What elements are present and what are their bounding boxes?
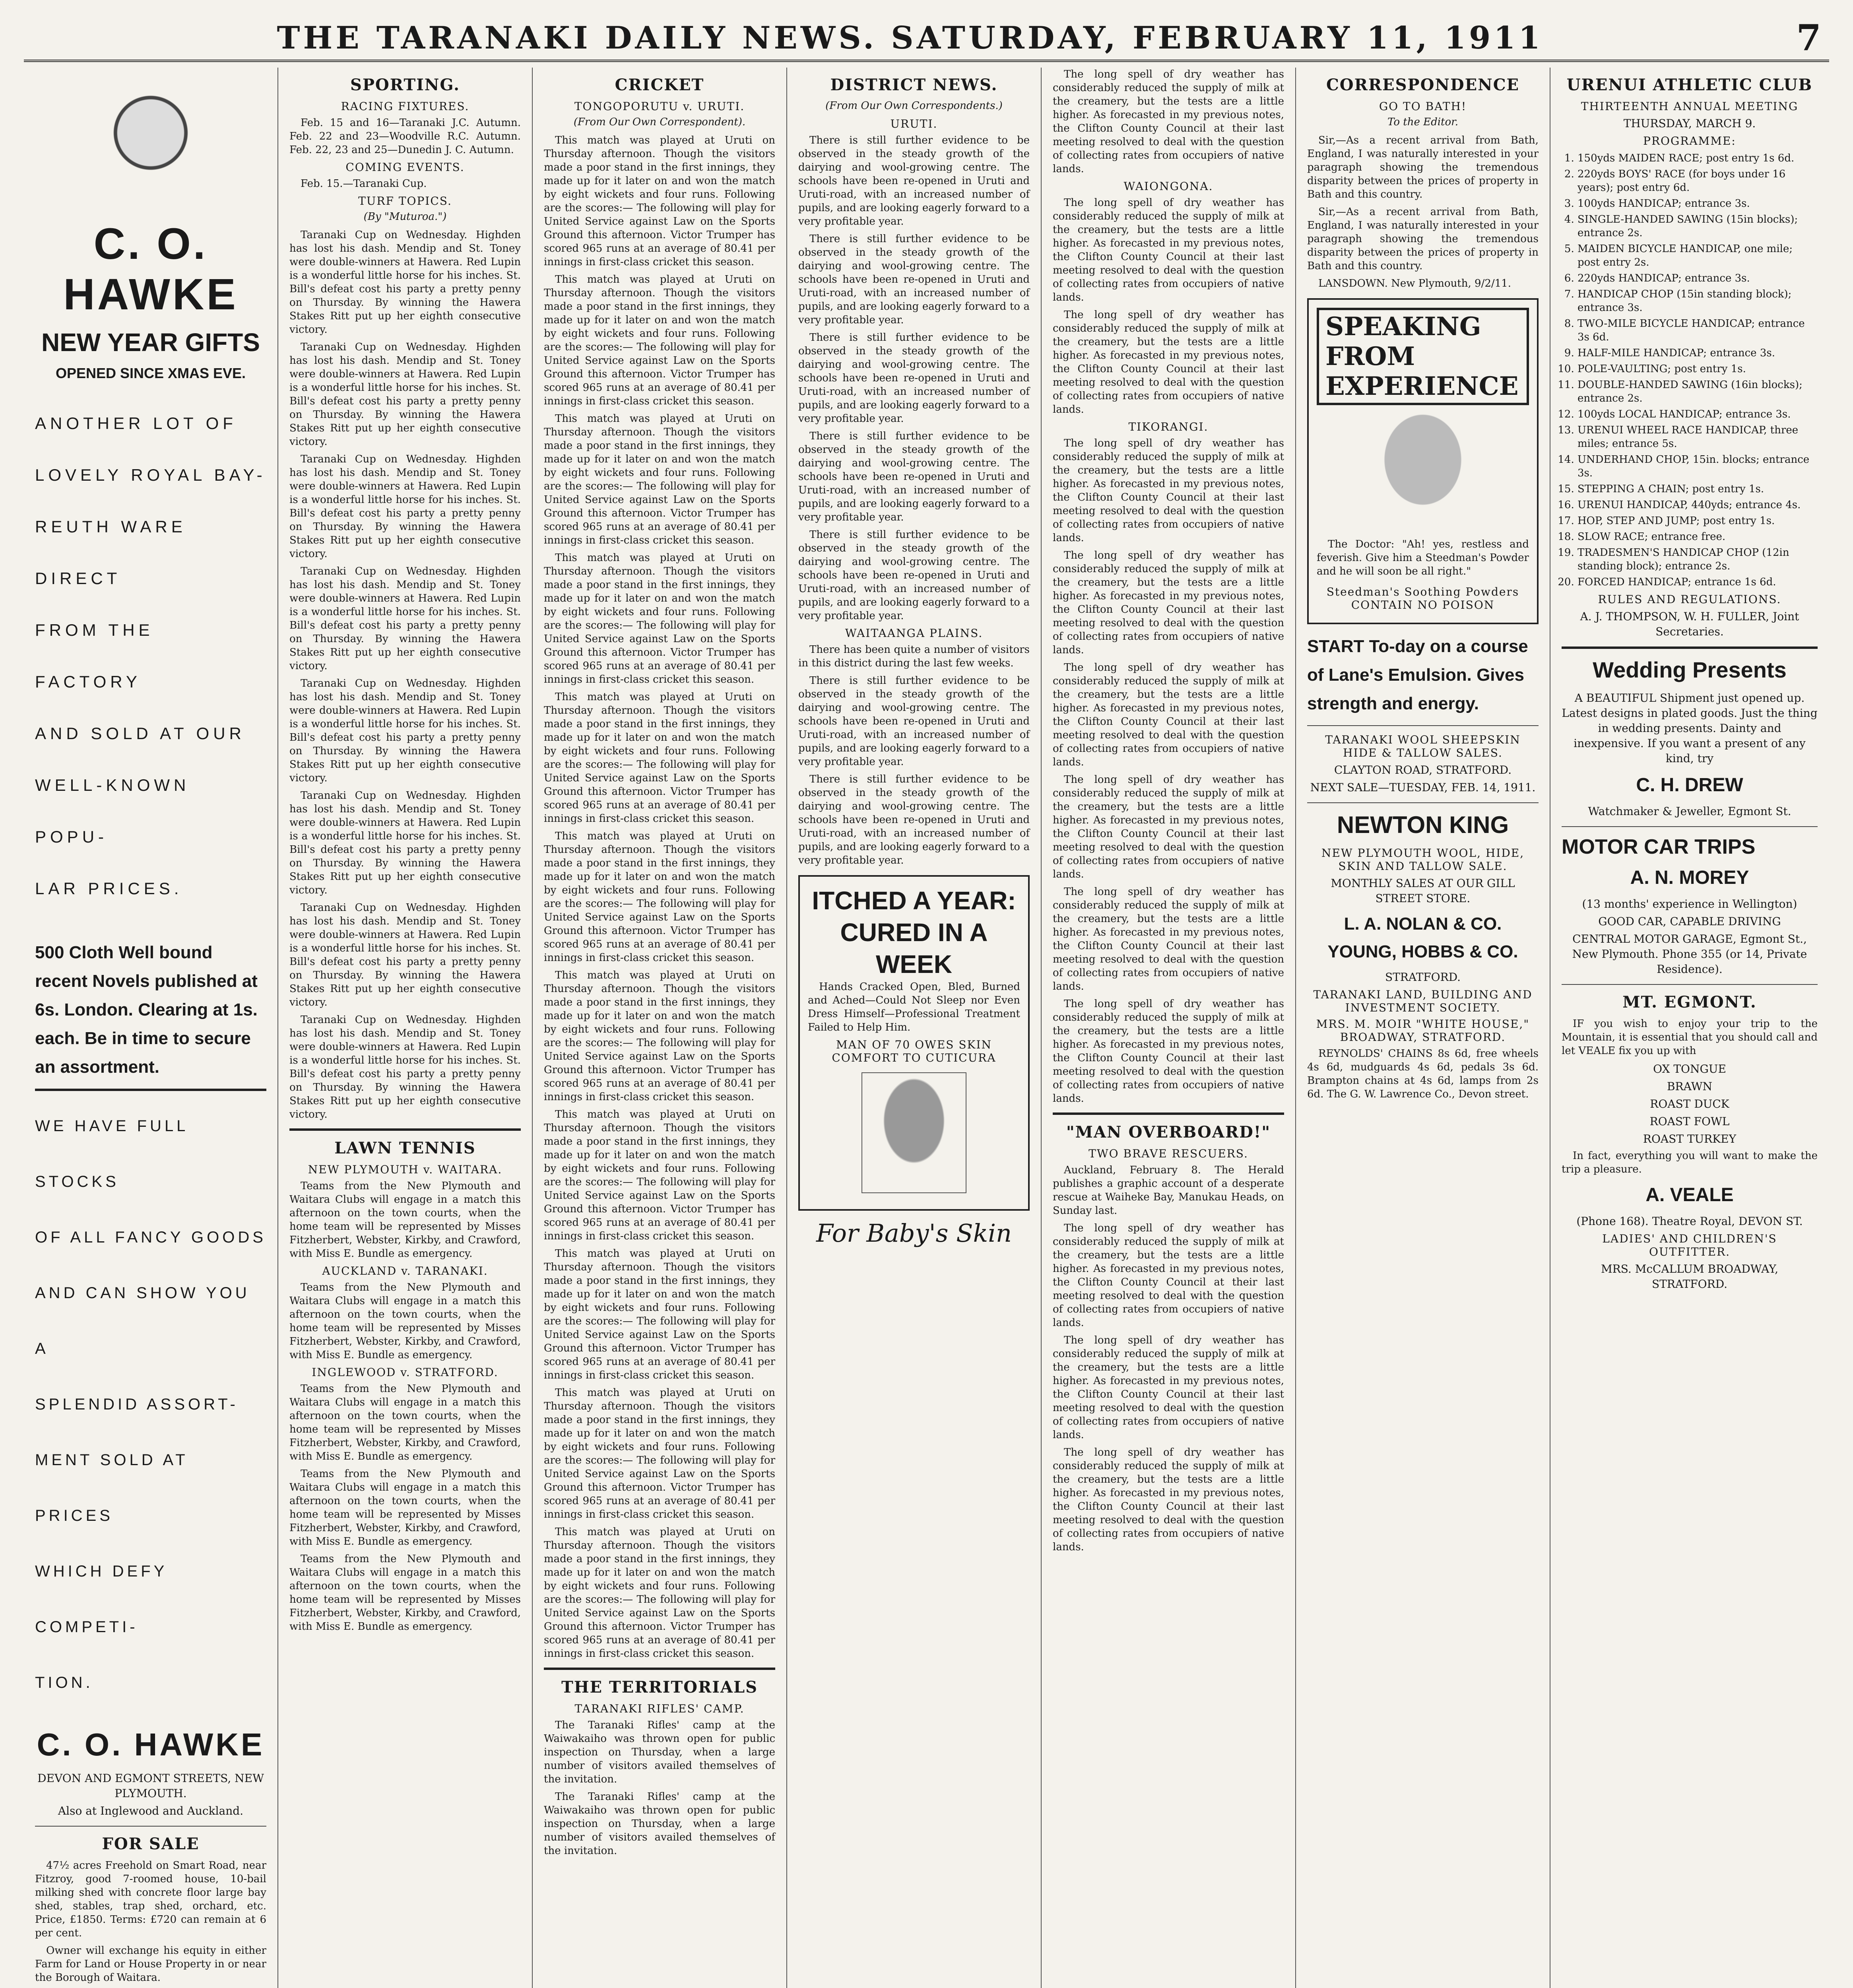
column-2 bbox=[278, 68, 533, 1988]
district-text: The long spell of dry weather has considerably reduced the supply of milk at the creamery, but the tests are a little higher. As forecasted in my previous notes, the Clifton County Council at their last meeting resolved to deal with the question of collecting rates from occupiers of native lands. bbox=[1053, 774, 1284, 880]
cricket-text: This match was played at Uruti on Thursday afternoon. Though the visitors made a poor stand in the first innings, they made up for it later on and won the match by eight wickets and four runs. Following are the scores:— The following will play for United Service against Law on the Sports Ground this afternoon. Victor Trumper has scored 965 runs at an average of 80.41 per innings in first-class cricket this season. bbox=[544, 274, 775, 407]
mccallum: MRS. McCALLUM BROADWAY, STRATFORD. bbox=[1601, 1262, 1779, 1291]
cricket-corr: (From Our Own Correspondent). bbox=[573, 116, 746, 128]
land-society: TARANAKI LAND, BUILDING AND INVESTMENT SOCIETY. bbox=[1313, 988, 1533, 1014]
auckland-sub: AUCKLAND v. TARANAKI. bbox=[322, 1264, 488, 1277]
opened-text: OPENED SINCE XMAS EVE. bbox=[55, 365, 246, 381]
cricket-text: This match was played at Uruti on Thursday afternoon. Though the visitors made a poor stand in the first innings, they made up for it later on and won the match by eight wickets and four runs. Following are the scores:— The following will play for United Service against Law on the Sports Ground this afternoon. Victor Trumper has scored 965 runs at an average of 80.41 per innings in first-class cricket this season. bbox=[544, 413, 775, 546]
cure-title: ITCHED A YEAR: CURED IN A WEEK bbox=[812, 886, 1016, 978]
overboard-text: Auckland, February 8. The Herald publishes a graphic account of a desperate rescue at Waiheke Bay, Manukau Heads, on Sunday last. bbox=[1053, 1164, 1284, 1217]
event-item: 9. HALF-MILE HANDICAP; entrance 3s. bbox=[1577, 346, 1818, 360]
district-text: The long spell of dry weather has considerably reduced the supply of milk at the creamery, but the tests are a little higher. As forecasted in my previous notes, the Clifton County Council at their last meeting resolved to deal with the question of collecting rates from occupiers of native lands. bbox=[1053, 886, 1284, 992]
territorials-text: The Taranaki Rifles' camp at the Waiwakaiho was thrown open for public inspection on Thursday, when a large number of visitors availed themselves of the invitation. bbox=[544, 1719, 775, 1785]
secretaries: A. J. THOMPSON, W. H. FULLER, Joint Secretaries. bbox=[1580, 610, 1799, 638]
short-text: In fact, everything you will want to make the trip a pleasure. bbox=[1562, 1150, 1818, 1175]
territorials-text: The Taranaki Rifles' camp at the Waiwakaiho was thrown open for public inspection on Thursday, when a large number of visitors availed themselves of the invitation. bbox=[544, 1791, 775, 1857]
column-6 bbox=[1296, 68, 1550, 1988]
waitaanga-sub: WAITAANGA PLAINS. bbox=[845, 627, 983, 640]
meeting-date: THURSDAY, MARCH 9. bbox=[1623, 117, 1756, 130]
garage: CENTRAL MOTOR GARAGE, Egmont St., New Plymouth. Phone 355 (or 14, Private Residence). bbox=[1572, 932, 1807, 976]
event-item: 8. TWO-MILE BICYCLE HANDICAP; entrance 3s 6d. bbox=[1577, 317, 1818, 344]
district-text: The long spell of dry weather has considerably reduced the supply of milk at the creamery, but the tests are a little higher. As forecasted in my previous notes, the Clifton County Council at their last meeting resolved to deal with the question of collecting rates from occupiers of native lands. bbox=[1053, 1334, 1284, 1441]
district-corr: (From Our Own Correspondents.) bbox=[825, 100, 1003, 112]
correspondence-signed: LANSDOWN. New Plymouth, 9/2/11. bbox=[1318, 278, 1511, 289]
drew-name: C. H. DREW bbox=[1636, 775, 1743, 796]
item: OX TONGUE bbox=[1653, 1062, 1726, 1076]
masthead bbox=[24, 16, 1829, 62]
correspondence-text: Sir,—As a recent arrival from Bath, England, I was naturally interested in your paragraph showing the tremendous disparity between the prices of property in Bath and this country. bbox=[1307, 134, 1539, 200]
rules-heading: RULES AND REGULATIONS. bbox=[1598, 593, 1781, 606]
newton-king: NEWTON KING bbox=[1337, 812, 1509, 838]
event-item: 3. 100yds HANDICAP; entrance 3s. bbox=[1577, 197, 1818, 210]
cricket-text: This match was played at Uruti on Thursday afternoon. Though the visitors made a poor stand in the first innings, they made up for it later on and won the match by eight wickets and four runs. Following are the scores:— The following will play for United Service against Law on the Sports Ground this afternoon. Victor Trumper has scored 965 runs at an average of 80.41 per innings in first-class cricket this season. bbox=[544, 691, 775, 825]
cricket-text: This match was played at Uruti on Thursday afternoon. Though the visitors made a poor stand in the first innings, they made up for it later on and won the match by eight wickets and four runs. Following are the scores:— The following will play for United Service against Law on the Sports Ground this afternoon. Victor Trumper has scored 965 runs at an average of 80.41 per innings in first-class cricket this season. bbox=[544, 969, 775, 1103]
item: ROAST DUCK bbox=[1650, 1097, 1729, 1110]
ad-line: LAR PRICES. bbox=[35, 879, 183, 898]
ad-line: FROM THE FACTORY bbox=[35, 621, 154, 691]
rescuers-sub: TWO BRAVE RESCUERS. bbox=[1089, 1147, 1248, 1160]
ad-line: REUTH WARE DIRECT bbox=[35, 517, 186, 588]
coming-heading: COMING EVENTS. bbox=[345, 161, 465, 174]
nolan: L. A. NOLAN & CO. bbox=[1344, 914, 1502, 934]
event-item: 6. 220yds HANDICAP; entrance 3s. bbox=[1577, 272, 1818, 285]
taranaki-wool: TARANAKI WOOL SHEEPSKIN HIDE & TALLOW SALES. bbox=[1325, 733, 1521, 759]
ad-line: AND SOLD AT OUR bbox=[35, 724, 245, 743]
turf-text: Taranaki Cup on Wednesday. Highden has lost his dash. Mendip and St. Toney were double-winners at Hawera. Red Lupin is a wonderful little horse for his inches. St. Bill's defeat cost his party a pretty penny on Thursday. By winning the Hawera Stakes Ritt put up her eighth consecutive victory. bbox=[289, 1014, 521, 1120]
turf-byline: (By "Muturoa.") bbox=[363, 211, 447, 223]
lawn-text: Teams from the New Plymouth and Waitara Clubs will engage in a match this afternoon on the town courts, when the home team will be represented by Misses Fitzherbert, Webster, Kirkby, and Crawford, with Miss E. Bundle as emergency. bbox=[289, 1383, 521, 1462]
programme: PROGRAMME: bbox=[1643, 134, 1736, 148]
gifts-heading: NEW YEAR GIFTS bbox=[41, 328, 260, 357]
event-item: 19. TRADESMEN'S HANDICAP CHOP (12in standing block); entrance 2s. bbox=[1577, 546, 1818, 573]
stocks-line: SPLENDID ASSORT- bbox=[35, 1396, 239, 1413]
column-5 bbox=[1042, 68, 1296, 1988]
waiongona-sub: WAIONGONA. bbox=[1123, 180, 1213, 193]
ad-line: WELL-KNOWN POPU- bbox=[35, 776, 190, 846]
turf-text: Taranaki Cup on Wednesday. Highden has lost his dash. Mendip and St. Toney were double-winners at Hawera. Red Lupin is a wonderful little horse for his inches. St. Bill's defeat cost his party a pretty penny on Thursday. By winning the Hawera Stakes Ritt put up her eighth consecutive victory. bbox=[289, 453, 521, 560]
steedman-name: Steedman's Soothing Powders CONTAIN NO POISON bbox=[1326, 585, 1519, 612]
ad-line: LOVELY ROYAL BAY- bbox=[35, 466, 266, 484]
event-item: 11. DOUBLE-HANDED SAWING (16in blocks); entrance 2s. bbox=[1577, 378, 1818, 405]
stocks-line: MENT SOLD AT PRICES bbox=[35, 1451, 188, 1524]
uruti-sub: URUTI. bbox=[890, 117, 938, 130]
territorials-sub: TARANAKI RIFLES' CAMP. bbox=[574, 1702, 745, 1715]
lawn-text: Teams from the New Plymouth and Waitara Clubs will engage in a match this afternoon on the town courts, when the home team will be represented by Misses Fitzherbert, Webster, Kirkby, and Crawford, with Miss E. Bundle as emergency. bbox=[289, 1281, 521, 1361]
morey-sub: (13 months' experience in Wellington) bbox=[1582, 897, 1797, 911]
editor-line: To the Editor. bbox=[1387, 116, 1458, 128]
ee-caption: The Doctor: "Ah! yes, restless and feverish. Give him a Steedman's Powder and he will soon be all right." bbox=[1317, 538, 1529, 577]
ladies-outfitter: LADIES' AND CHILDREN'S OUTFITTER. bbox=[1602, 1232, 1777, 1258]
reynolds: REYNOLDS' CHAINS 8s 6d, free wheels 4s 6d, mudguards 4s 6d, pedals 3s 6d. Brampton chains at 4s 6d, lamps from 2s 6d. The G. W. Lawrence Co., Devon street. bbox=[1307, 1048, 1539, 1100]
doctor-illustration bbox=[1363, 413, 1482, 530]
event-item: 1. 150yds MAIDEN RACE; post entry 1s 6d. bbox=[1577, 151, 1818, 165]
event-item: 15. STEPPING A CHAIN; post entry 1s. bbox=[1577, 482, 1818, 496]
tono-sub: TONGOPORUTU v. URUTI. bbox=[574, 100, 745, 113]
masthead-title: THE TARANAKI DAILY NEWS. SATURDAY, FEBRUARY 11, 1911 bbox=[277, 19, 1543, 56]
district-text: The long spell of dry weather has considerably reduced the supply of milk at the creamery, but the tests are a little higher. As forecasted in my previous notes, the Clifton County Council at their last meeting resolved to deal with the question of collecting rates from occupiers of native lands. bbox=[1053, 197, 1284, 303]
racing-fixtures: Feb. 15 and 16—Taranaki J.C. Autumn. Feb. 22 and 23—Woodville R.C. Autumn. Feb. 22, 23 and 25—Dunedin J. C. Autumn. bbox=[289, 117, 521, 156]
stocks-line: WHICH DEFY COMPETI- bbox=[35, 1563, 167, 1636]
cricket-text: This match was played at Uruti on Thursday afternoon. Though the visitors made a poor stand in the first innings, they made up for it later on and won the match by eight wickets and four runs. Following are the scores:— The following will play for United Service against Law on the Sports Ground this afternoon. Victor Trumper has scored 965 runs at an average of 80.41 per innings in first-class cricket this season. bbox=[544, 134, 775, 268]
event-item: 10. POLE-VAULTING; post entry 1s. bbox=[1577, 362, 1818, 376]
coming-cup: Feb. 15.—Taranaki Cup. bbox=[301, 178, 427, 190]
lawn-sub: NEW PLYMOUTH v. WAITARA. bbox=[308, 1163, 503, 1176]
district-text: There is still further evidence to be observed in the steady growth of the dairying and wool-growing centre. The schools have been re-opened in Uruti and Uruti-road, with an increased number of pupils, and are looking eagerly forward to a very profitable year. bbox=[798, 332, 1030, 425]
event-item: 13. URENUI WHEEL RACE HANDICAP, three miles; entrance 5s. bbox=[1577, 423, 1818, 450]
page-number: 7 bbox=[1796, 17, 1821, 59]
district-text: The long spell of dry weather has considerably reduced the supply of milk at the creamery, but the tests are a little higher. As forecasted in my previous notes, the Clifton County Council at their last meeting resolved to deal with the question of collecting rates from occupiers of native lands. bbox=[1053, 68, 1284, 175]
cricket-text: This match was played at Uruti on Thursday afternoon. Though the visitors made a poor stand in the first innings, they made up for it later on and won the match by eight wickets and four runs. Following are the scores:— The following will play for United Service against Law on the Sports Ground this afternoon. Victor Trumper has scored 965 runs at an average of 80.41 per innings in first-class cricket this season. bbox=[544, 830, 775, 964]
turf-text: Taranaki Cup on Wednesday. Highden has lost his dash. Mendip and St. Toney were double-winners at Hawera. Red Lupin is a wonderful little horse for his inches. St. Bill's defeat cost his party a pretty penny on Thursday. By winning the Hawera Stakes Ritt put up her eighth consecutive victory. bbox=[289, 678, 521, 784]
column-3 bbox=[533, 68, 787, 1988]
district-text: There is still further evidence to be observed in the steady growth of the dairying and wool-growing centre. The schools have been re-opened in Uruti and Uruti-road, with an increased number of pupils, and are looking eagerly forward to a very profitable year. bbox=[798, 675, 1030, 768]
clayton-road: CLAYTON ROAD, STRATFORD. bbox=[1334, 763, 1512, 777]
item: ROAST TURKEY bbox=[1643, 1132, 1737, 1145]
lawn-text: Teams from the New Plymouth and Waitara Clubs will engage in a match this afternoon on the town courts, when the home team will be represented by Misses Fitzherbert, Webster, Kirkby, and Crawford, with Miss E. Bundle as emergency. bbox=[289, 1468, 521, 1547]
forsale-text: 47½ acres Freehold on Smart Road, near Fitzroy, good 7-roomed house, 10-bail milking shed with concrete floor large bay shed, stables, trap shed, orchard, etc. Price, £1850. Terms: £720 can remain at 6 per cent. bbox=[35, 1860, 266, 1939]
forsale-heading: FOR SALE bbox=[102, 1835, 200, 1853]
next-sale: NEXT SALE—TUESDAY, FEB. 14, 1911. bbox=[1310, 781, 1536, 794]
steedman-ad bbox=[1307, 298, 1539, 624]
good-car: GOOD CAR, CAPABLE DRIVING bbox=[1598, 915, 1781, 928]
veale-phone: (Phone 168). Theatre Royal, DEVON ST. bbox=[1576, 1215, 1803, 1228]
drew-sub: Watchmaker & Jeweller, Egmont St. bbox=[1588, 805, 1791, 818]
cricket-text: This match was played at Uruti on Thursday afternoon. Though the visitors made a poor stand in the first innings, they made up for it later on and won the match by eight wickets and four runs. Following are the scores:— The following will play for United Service against Law on the Sports Ground this afternoon. Victor Trumper has scored 965 runs at an average of 80.41 per innings in first-class cricket this season. bbox=[544, 1109, 775, 1242]
lawn-heading: LAWN TENNIS bbox=[334, 1139, 476, 1157]
item: ROAST FOWL bbox=[1649, 1115, 1730, 1128]
hawke-address: DEVON AND EGMONT STREETS, NEW PLYMOUTH. bbox=[37, 1772, 264, 1800]
district-text: There is still further evidence to be observed in the steady growth of the dairying and wool-growing centre. The schools have been re-opened in Uruti and Uruti-road, with an increased number of pupils, and are looking eagerly forward to a very profitable year. bbox=[798, 529, 1030, 622]
event-item: 17. HOP, STEP AND JUMP; post entry 1s. bbox=[1577, 514, 1818, 528]
item: BRAWN bbox=[1667, 1080, 1713, 1093]
ee-logo: SPEAKING FROM EXPERIENCE bbox=[1317, 308, 1529, 405]
portrait-image bbox=[861, 1072, 966, 1193]
turf-text: Taranaki Cup on Wednesday. Highden has lost his dash. Mendip and St. Toney were double-winners at Hawera. Red Lupin is a wonderful little horse for his inches. St. Bill's defeat cost his party a pretty penny on Thursday. By winning the Hawera Stakes Ritt put up her eighth consecutive victory. bbox=[289, 341, 521, 448]
nk-wool: NEW PLYMOUTH WOOL, HIDE, SKIN AND TALLOW SALE. bbox=[1321, 846, 1525, 873]
cure-sub: Hands Cracked Open, Bled, Burned and Ached—Could Not Sleep nor Even Dress Himself—Professional Treatment Failed to Help Him. bbox=[808, 981, 1020, 1033]
hawke-logo-2: C. O. HAWKE bbox=[37, 1727, 265, 1762]
inglewood-sub: INGLEWOOD v. STRATFORD. bbox=[312, 1366, 499, 1379]
cricket-heading: CRICKET bbox=[615, 76, 704, 94]
event-item: 16. URENUI HANDICAP, 440yds; entrance 4s. bbox=[1577, 498, 1818, 512]
young-hobbs: YOUNG, HOBBS & CO. bbox=[1327, 942, 1518, 961]
overboard-heading: "MAN OVERBOARD!" bbox=[1066, 1123, 1271, 1142]
district-text: The long spell of dry weather has considerably reduced the supply of milk at the creamery, but the tests are a little higher. As forecasted in my previous notes, the Clifton County Council at their last meeting resolved to deal with the question of collecting rates from occupiers of native lands. bbox=[1053, 1446, 1284, 1553]
urenui-heading: URENUI ATHLETIC CLUB bbox=[1566, 76, 1813, 94]
bath-sub: GO TO BATH! bbox=[1379, 100, 1467, 113]
cricket-text: This match was played at Uruti on Thursday afternoon. Though the visitors made a poor stand in the first innings, they made up for it later on and won the match by eight wickets and four runs. Following are the scores:— The following will play for United Service against Law on the Sports Ground this afternoon. Victor Trumper has scored 965 runs at an average of 80.41 per innings in first-class cricket this season. bbox=[544, 1387, 775, 1520]
waitaanga-text: There has been quite a number of visitors in this district during the last few weeks. bbox=[798, 644, 1030, 669]
moir: MRS. M. MOIR "WHITE HOUSE," BROADWAY, STRATFORD. bbox=[1316, 1017, 1530, 1044]
district-text: There is still further evidence to be observed in the steady growth of the dairying and wool-growing centre. The schools have been re-opened in Uruti and Uruti-road, with an increased number of pupils, and are looking eagerly forward to a very profitable year. bbox=[798, 430, 1030, 523]
turf-text: Taranaki Cup on Wednesday. Highden has lost his dash. Mendip and St. Toney were double-winners at Hawera. Red Lupin is a wonderful little horse for his inches. St. Bill's defeat cost his party a pretty penny on Thursday. By winning the Hawera Stakes Ritt put up her eighth consecutive victory. bbox=[289, 229, 521, 336]
event-item: 5. MAIDEN BICYCLE HANDICAP, one mile; post entry 2s. bbox=[1577, 242, 1818, 269]
forsale-owner: Owner will exchange his equity in either Farm for Land or House Property in or near the Borough of Waitara. bbox=[35, 1945, 266, 1984]
column-1 bbox=[24, 68, 278, 1988]
wedding-text: A BEAUTIFUL Shipment just opened up. Latest designs in plated goods. Just the thing in wedding presents. Dainty and inexpensive. If you want a present of any kind, try bbox=[1562, 691, 1818, 765]
district-text: There is still further evidence to be observed in the steady growth of the dairying and wool-growing centre. The schools have been re-opened in Uruti and Uruti-road, with an increased number of pupils, and are looking eagerly forward to a very profitable year. bbox=[798, 773, 1030, 866]
district-text: There is still further evidence to be observed in the steady growth of the dairying and wool-growing centre. The schools have been re-opened in Uruti and Uruti-road, with an increased number of pupils, and are looking eagerly forward to a very profitable year. bbox=[798, 134, 1030, 227]
event-item: 18. SLOW RACE; entrance free. bbox=[1577, 530, 1818, 544]
district-heading: DISTRICT NEWS. bbox=[830, 76, 998, 94]
meeting-sub: THIRTEENTH ANNUAL MEETING bbox=[1581, 100, 1799, 113]
turf-text: Taranaki Cup on Wednesday. Highden has lost his dash. Mendip and St. Toney were double-winners at Hawera. Red Lupin is a wonderful little horse for his inches. St. Bill's defeat cost his party a pretty penny on Thursday. By winning the Hawera Stakes Ritt put up her eighth consecutive victory. bbox=[289, 565, 521, 672]
column-7 bbox=[1550, 68, 1829, 1988]
egmont-text: IF you wish to enjoy your trip to the Mountain, it is essential that you should call and let VEALE fix you up with bbox=[1562, 1018, 1818, 1057]
turf-text: Taranaki Cup on Wednesday. Highden has lost his dash. Mendip and St. Toney were double-winners at Hawera. Red Lupin is a wonderful little horse for his inches. St. Bill's defeat cost his party a pretty penny on Thursday. By winning the Hawera Stakes Ritt put up her eighth consecutive victory. bbox=[289, 902, 521, 1008]
stratford: STRATFORD. bbox=[1385, 971, 1461, 984]
column-4 bbox=[787, 68, 1042, 1988]
novels-ad: 500 Cloth Well bound recent Novels published at 6s. London. Clearing at 1s. each. Be in time to secure an assortment. bbox=[35, 943, 258, 1077]
correspondence-heading: CORRESPONDENCE bbox=[1326, 76, 1520, 94]
egmont-heading: MT. EGMONT. bbox=[1622, 993, 1757, 1011]
event-item: 2. 220yds BOYS' RACE (for boys under 16 years); post entry 6d. bbox=[1577, 167, 1818, 194]
event-item: 20. FORCED HANDICAP; entrance 1s 6d. bbox=[1577, 575, 1818, 589]
stocks-line: TION. bbox=[35, 1674, 93, 1691]
district-text: The long spell of dry weather has considerably reduced the supply of milk at the creamery, but the tests are a little higher. As forecasted in my previous notes, the Clifton County Council at their last meeting resolved to deal with the question of collecting rates from occupiers of native lands. bbox=[1053, 437, 1284, 544]
turf-heading: TURF TOPICS. bbox=[358, 194, 452, 208]
district-text: The long spell of dry weather has considerably reduced the supply of milk at the creamery, but the tests are a little higher. As forecasted in my previous notes, the Clifton County Council at their last meeting resolved to deal with the question of collecting rates from occupiers of native lands. bbox=[1053, 1222, 1284, 1329]
stocks-line: OF ALL FANCY GOODS bbox=[35, 1229, 266, 1246]
veale-name: A. VEALE bbox=[1645, 1184, 1734, 1206]
turf-text: Taranaki Cup on Wednesday. Highden has lost his dash. Mendip and St. Toney were double-winners at Hawera. Red Lupin is a wonderful little horse for his inches. St. Bill's defeat cost his party a pretty penny on Thursday. By winning the Hawera Stakes Ritt put up her eighth consecutive victory. bbox=[289, 790, 521, 896]
cricket-text: This match was played at Uruti on Thursday afternoon. Though the visitors made a poor stand in the first innings, they made up for it later on and won the match by eight wickets and four runs. Following are the scores:— The following will play for United Service against Law on the Sports Ground this afternoon. Victor Trumper has scored 965 runs at an average of 80.41 per innings in first-class cricket this season. bbox=[544, 1526, 775, 1660]
district-text: The long spell of dry weather has considerably reduced the supply of milk at the creamery, but the tests are a little higher. As forecasted in my previous notes, the Clifton County Council at their last meeting resolved to deal with the question of collecting rates from occupiers of native lands. bbox=[1053, 549, 1284, 656]
wedding-heading: Wedding Presents bbox=[1593, 657, 1787, 682]
stocks-line: WE HAVE FULL STOCKS bbox=[35, 1117, 188, 1190]
district-text: The long spell of dry weather has considerably reduced the supply of milk at the creamery, but the tests are a little higher. As forecasted in my previous notes, the Clifton County Council at their last meeting resolved to deal with the question of collecting rates from occupiers of native lands. bbox=[1053, 662, 1284, 768]
cure-man: MAN OF 70 OWES SKIN COMFORT TO CUTICURA bbox=[832, 1038, 996, 1064]
lawn-text: Teams from the New Plymouth and Waitara Clubs will engage in a match this afternoon on the town courts, when the home team will be represented by Misses Fitzherbert, Webster, Kirkby, and Crawford, with Miss E. Bundle as emergency. bbox=[289, 1180, 521, 1260]
motor-heading: MOTOR CAR TRIPS bbox=[1562, 835, 1756, 858]
cuticura-ad bbox=[798, 875, 1030, 1211]
nk-monthly: MONTHLY SALES AT OUR GILL STREET STORE. bbox=[1331, 877, 1515, 905]
district-text: The long spell of dry weather has considerably reduced the supply of milk at the creamery, but the tests are a little higher. As forecasted in my previous notes, the Clifton County Council at their last meeting resolved to deal with the question of collecting rates from occupiers of native lands. bbox=[1053, 998, 1284, 1105]
hawke-logo: C. O. HAWKE bbox=[63, 219, 238, 319]
event-item: 7. HANDICAP CHOP (15in standing block); entrance 3s. bbox=[1577, 287, 1818, 315]
tikorangi-sub: TIKORANGI. bbox=[1128, 420, 1209, 433]
hawke-also: Also at Inglewood and Auckland. bbox=[58, 1804, 244, 1817]
ad-line: ANOTHER LOT OF bbox=[35, 414, 237, 433]
baby-skin-heading: For Baby's Skin bbox=[816, 1219, 1012, 1248]
event-item: 4. SINGLE-HANDED SAWING (15in blocks); entrance 2s. bbox=[1577, 213, 1818, 240]
stocks-line: AND CAN SHOW YOU A bbox=[35, 1284, 250, 1357]
territorials-heading: THE TERRITORIALS bbox=[561, 1678, 758, 1697]
lane-ad: START To-day on a course of Lane's Emulsion. Gives strength and energy. bbox=[1307, 637, 1528, 713]
district-text: There is still further evidence to be observed in the steady growth of the dairying and wool-growing centre. The schools have been re-opened in Uruti and Uruti-road, with an increased number of pupils, and are looking eagerly forward to a very profitable year. bbox=[798, 233, 1030, 326]
district-text: The long spell of dry weather has considerably reduced the supply of milk at the creamery, but the tests are a little higher. As forecasted in my previous notes, the Clifton County Council at their last meeting resolved to deal with the question of collecting rates from occupiers of native lands. bbox=[1053, 309, 1284, 415]
sporting-heading: SPORTING. bbox=[350, 76, 460, 94]
cricket-text: This match was played at Uruti on Thursday afternoon. Though the visitors made a poor stand in the first innings, they made up for it later on and won the match by eight wickets and four runs. Following are the scores:— The following will play for United Service against Law on the Sports Ground this afternoon. Victor Trumper has scored 965 runs at an average of 80.41 per innings in first-class cricket this season. bbox=[544, 1248, 775, 1381]
santa-illustration bbox=[99, 76, 202, 203]
correspondence-text: Sir,—As a recent arrival from Bath, England, I was naturally interested in your paragraph showing the tremendous disparity between the prices of property in Bath and this country. bbox=[1307, 206, 1539, 272]
racing-heading: RACING FIXTURES. bbox=[341, 100, 470, 113]
event-item: 12. 100yds LOCAL HANDICAP; entrance 3s. bbox=[1577, 408, 1818, 421]
event-item: 14. UNDERHAND CHOP, 15in. blocks; entrance 3s. bbox=[1577, 453, 1818, 480]
cricket-text: This match was played at Uruti on Thursday afternoon. Though the visitors made a poor stand in the first innings, they made up for it later on and won the match by eight wickets and four runs. Following are the scores:— The following will play for United Service against Law on the Sports Ground this afternoon. Victor Trumper has scored 965 runs at an average of 80.41 per innings in first-class cricket this season. bbox=[544, 552, 775, 685]
events-list bbox=[1562, 151, 1818, 589]
lawn-text: Teams from the New Plymouth and Waitara Clubs will engage in a match this afternoon on the town courts, when the home team will be represented by Misses Fitzherbert, Webster, Kirkby, and Crawford, with Miss E. Bundle as emergency. bbox=[289, 1553, 521, 1633]
morey-name: A. N. MOREY bbox=[1630, 867, 1749, 888]
